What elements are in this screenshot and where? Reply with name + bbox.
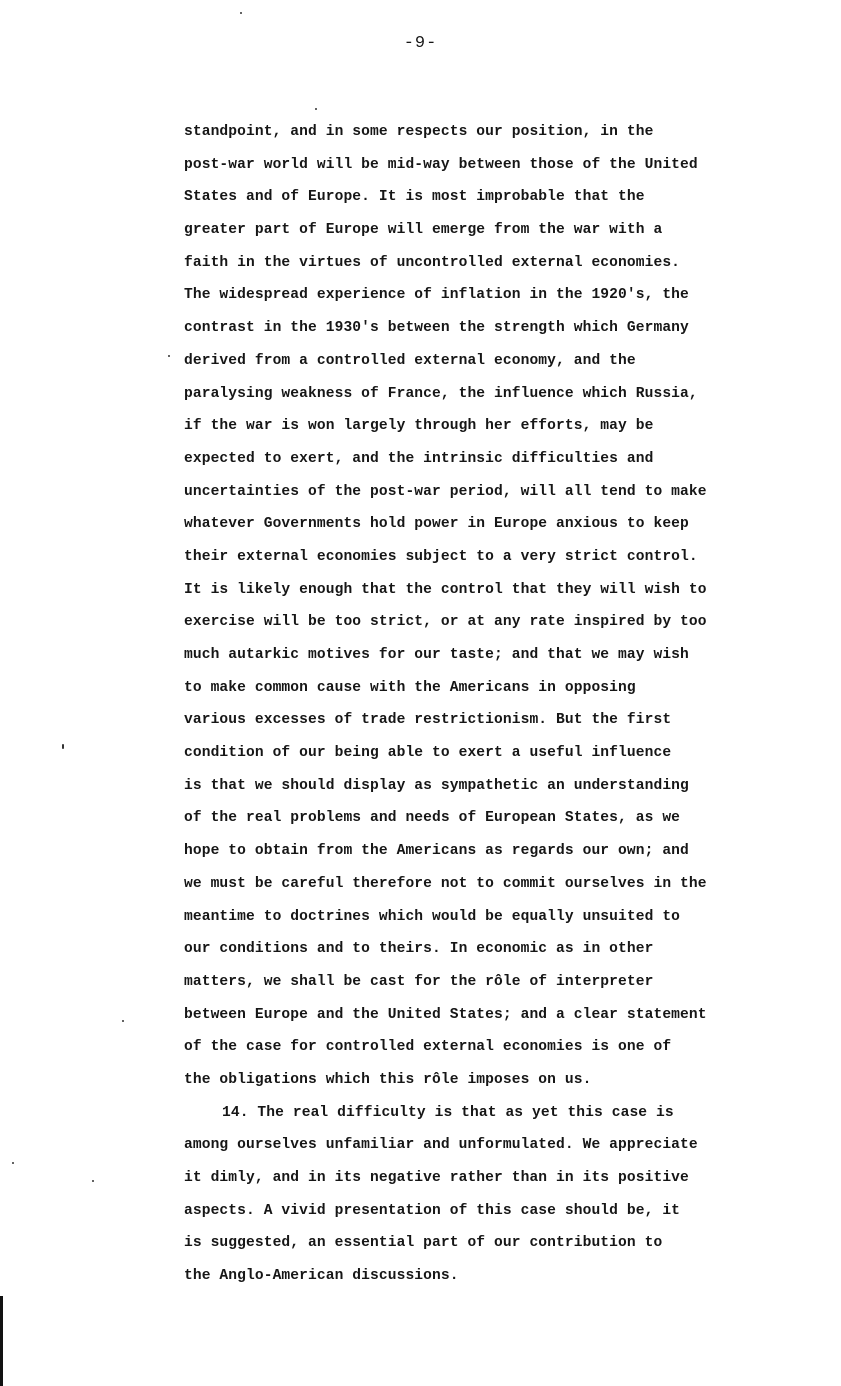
text-line: faith in the virtues of uncontrolled external economies. <box>184 254 681 271</box>
text-line: to make common cause with the Americans in opposing <box>184 679 636 696</box>
text-line: is that we should display as sympathetic an understanding <box>184 777 689 794</box>
text-line: It is likely enough that the control that they will wish to <box>184 581 707 598</box>
scan-speck <box>122 1020 124 1022</box>
text-line: condition of our being able to exert a useful influence <box>184 745 672 762</box>
paragraph-14-first-line: 14. The real difficulty is that as yet this case is <box>222 1104 674 1121</box>
text-line: of the real problems and needs of European States, as we <box>184 810 681 827</box>
text-line: of the case for controlled external economies is one of <box>184 1039 672 1056</box>
text-line: we must be careful therefore not to commit ourselves in the <box>184 875 707 892</box>
text-line: post-war world will be mid-way between those of the United <box>184 156 698 173</box>
scan-edge-mark <box>0 1296 3 1386</box>
text-line: standpoint, and in some respects our position, in the <box>184 124 654 140</box>
text-line: the obligations which this rôle imposes on us. <box>184 1071 592 1088</box>
scan-speck <box>315 108 317 110</box>
scan-speck <box>62 744 64 749</box>
scan-speck <box>168 355 170 357</box>
scan-speck <box>92 1180 94 1182</box>
text-line: whatever Governments hold power in Europe anxious to keep <box>184 516 689 533</box>
text-line: much autarkic motives for our taste; and that we may wish <box>184 647 689 663</box>
text-line: their external economies subject to a very strict control. <box>184 548 698 565</box>
scan-speck <box>12 1162 14 1164</box>
text-line: if the war is won largely through her efforts, may be <box>184 418 654 435</box>
text-line: between Europe and the United States; and a clear statement <box>184 1006 707 1023</box>
text-line: States and of Europe. It is most improbable that the <box>184 189 645 206</box>
text-line: meantime to doctrines which would be equally unsuited to <box>184 908 681 925</box>
text-line: The widespread experience of inflation in the 1920's, the <box>184 287 689 304</box>
scan-speck <box>240 12 242 14</box>
text-line: paralysing weakness of France, the influence which Russia, <box>184 385 698 402</box>
text-line: greater part of Europe will emerge from the war with a <box>184 222 663 239</box>
text-line: the Anglo-American discussions. <box>184 1268 459 1285</box>
text-line: contrast in the 1930's between the strength which Germany <box>184 320 689 337</box>
text-line: derived from a controlled external economy, and the <box>184 352 636 369</box>
text-line: expected to exert, and the intrinsic difficulties and <box>184 450 654 467</box>
text-line: aspects. A vivid presentation of this case should be, it <box>184 1202 681 1219</box>
text-line: uncertainties of the post-war period, will all tend to make <box>184 483 707 500</box>
text-line: various excesses of trade restrictionism. But the first <box>184 712 672 729</box>
text-line: hope to obtain from the Americans as regards our own; and <box>184 843 689 860</box>
text-line: is suggested, an essential part of our contribution to <box>184 1235 663 1252</box>
text-line: it dimly, and in its negative rather than in its positive <box>184 1170 689 1186</box>
text-line: among ourselves unfamiliar and unformulated. We appreciate <box>184 1137 698 1154</box>
text-line: our conditions and to theirs. In economic as in other <box>184 941 654 958</box>
body-text <box>184 121 804 1298</box>
text-line: exercise will be too strict, or at any rate inspired by too <box>184 614 707 631</box>
page-number: -9- <box>403 34 438 53</box>
text-line: matters, we shall be cast for the rôle of interpreter <box>184 973 654 990</box>
